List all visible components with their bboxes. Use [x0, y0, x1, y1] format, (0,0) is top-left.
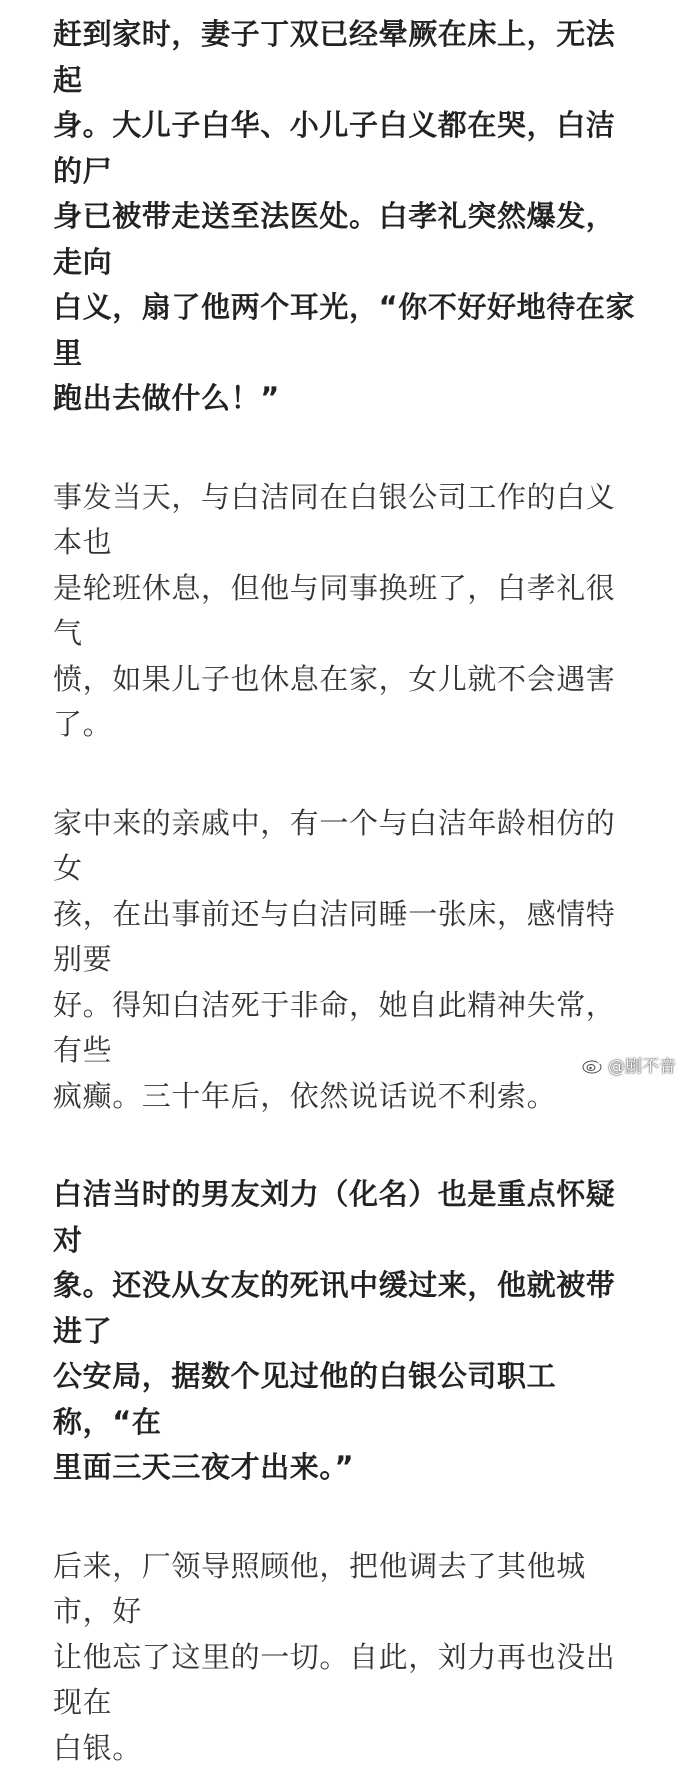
text-line: 跑出去做什么！” — [53, 381, 280, 415]
text-line: 身。大儿子白华、小儿子白义都在哭，白洁的尸 — [53, 108, 615, 188]
text-line: 里面三天三夜才出来。” — [53, 1450, 354, 1484]
text-line: 愤，如果儿子也休息在家，女儿就不会遇害了。 — [53, 662, 615, 742]
text-line: 白义，扇了他两个耳光，“你不好好地待在家里 — [53, 290, 635, 370]
paragraph-gap — [53, 1491, 643, 1544]
weibo-watermark — [582, 1052, 676, 1077]
text-line: 身已被带走送至法医处。白孝礼突然爆发，走向 — [53, 199, 615, 279]
paragraph-5 — [53, 1544, 643, 1771]
text-line: 孩，在出事前还与白洁同睡一张床，感情特别要 — [53, 897, 615, 977]
paragraph-3 — [53, 801, 643, 1120]
text-line: 白洁当时的男友刘力（化名）也是重点怀疑对 — [53, 1177, 615, 1257]
text-line: 象。还没从女友的死讯中缓过来，他就被带进了 — [53, 1268, 615, 1348]
text-line: 让他忘了这里的一切。自此，刘力再也没出现在 — [53, 1640, 615, 1720]
text-line: 疯癫。三十年后，依然说话说不利索。 — [53, 1079, 556, 1113]
text-line: 家中来的亲戚中，有一个与白洁年龄相仿的女 — [53, 806, 615, 886]
paragraph-gap — [53, 1119, 643, 1172]
paragraph-4 — [53, 1172, 643, 1491]
text-line: 赶到家时，妻子丁双已经晕厥在床上，无法起 — [53, 17, 615, 97]
text-line: 后来，厂领导照顾他，把他调去了其他城市，好 — [53, 1549, 586, 1629]
paragraph-gap — [53, 422, 643, 475]
paragraph-gap — [53, 748, 643, 801]
paragraph-2 — [53, 475, 643, 748]
watermark-text: @剧不音 — [608, 1052, 676, 1077]
text-line: 是轮班休息，但他与同事换班了，白孝礼很气 — [53, 571, 615, 651]
text-line: 公安局，据数个见过他的白银公司职工称，“在 — [53, 1359, 556, 1439]
paragraph-1 — [53, 12, 643, 422]
weibo-icon — [582, 1056, 604, 1074]
text-line: 好。得知白洁死于非命，她自此精神失常，有些 — [53, 988, 615, 1068]
text-line: 白银。 — [53, 1731, 142, 1765]
text-line: 事发当天，与白洁同在白银公司工作的白义本也 — [53, 480, 615, 560]
article-body — [53, 12, 643, 1771]
